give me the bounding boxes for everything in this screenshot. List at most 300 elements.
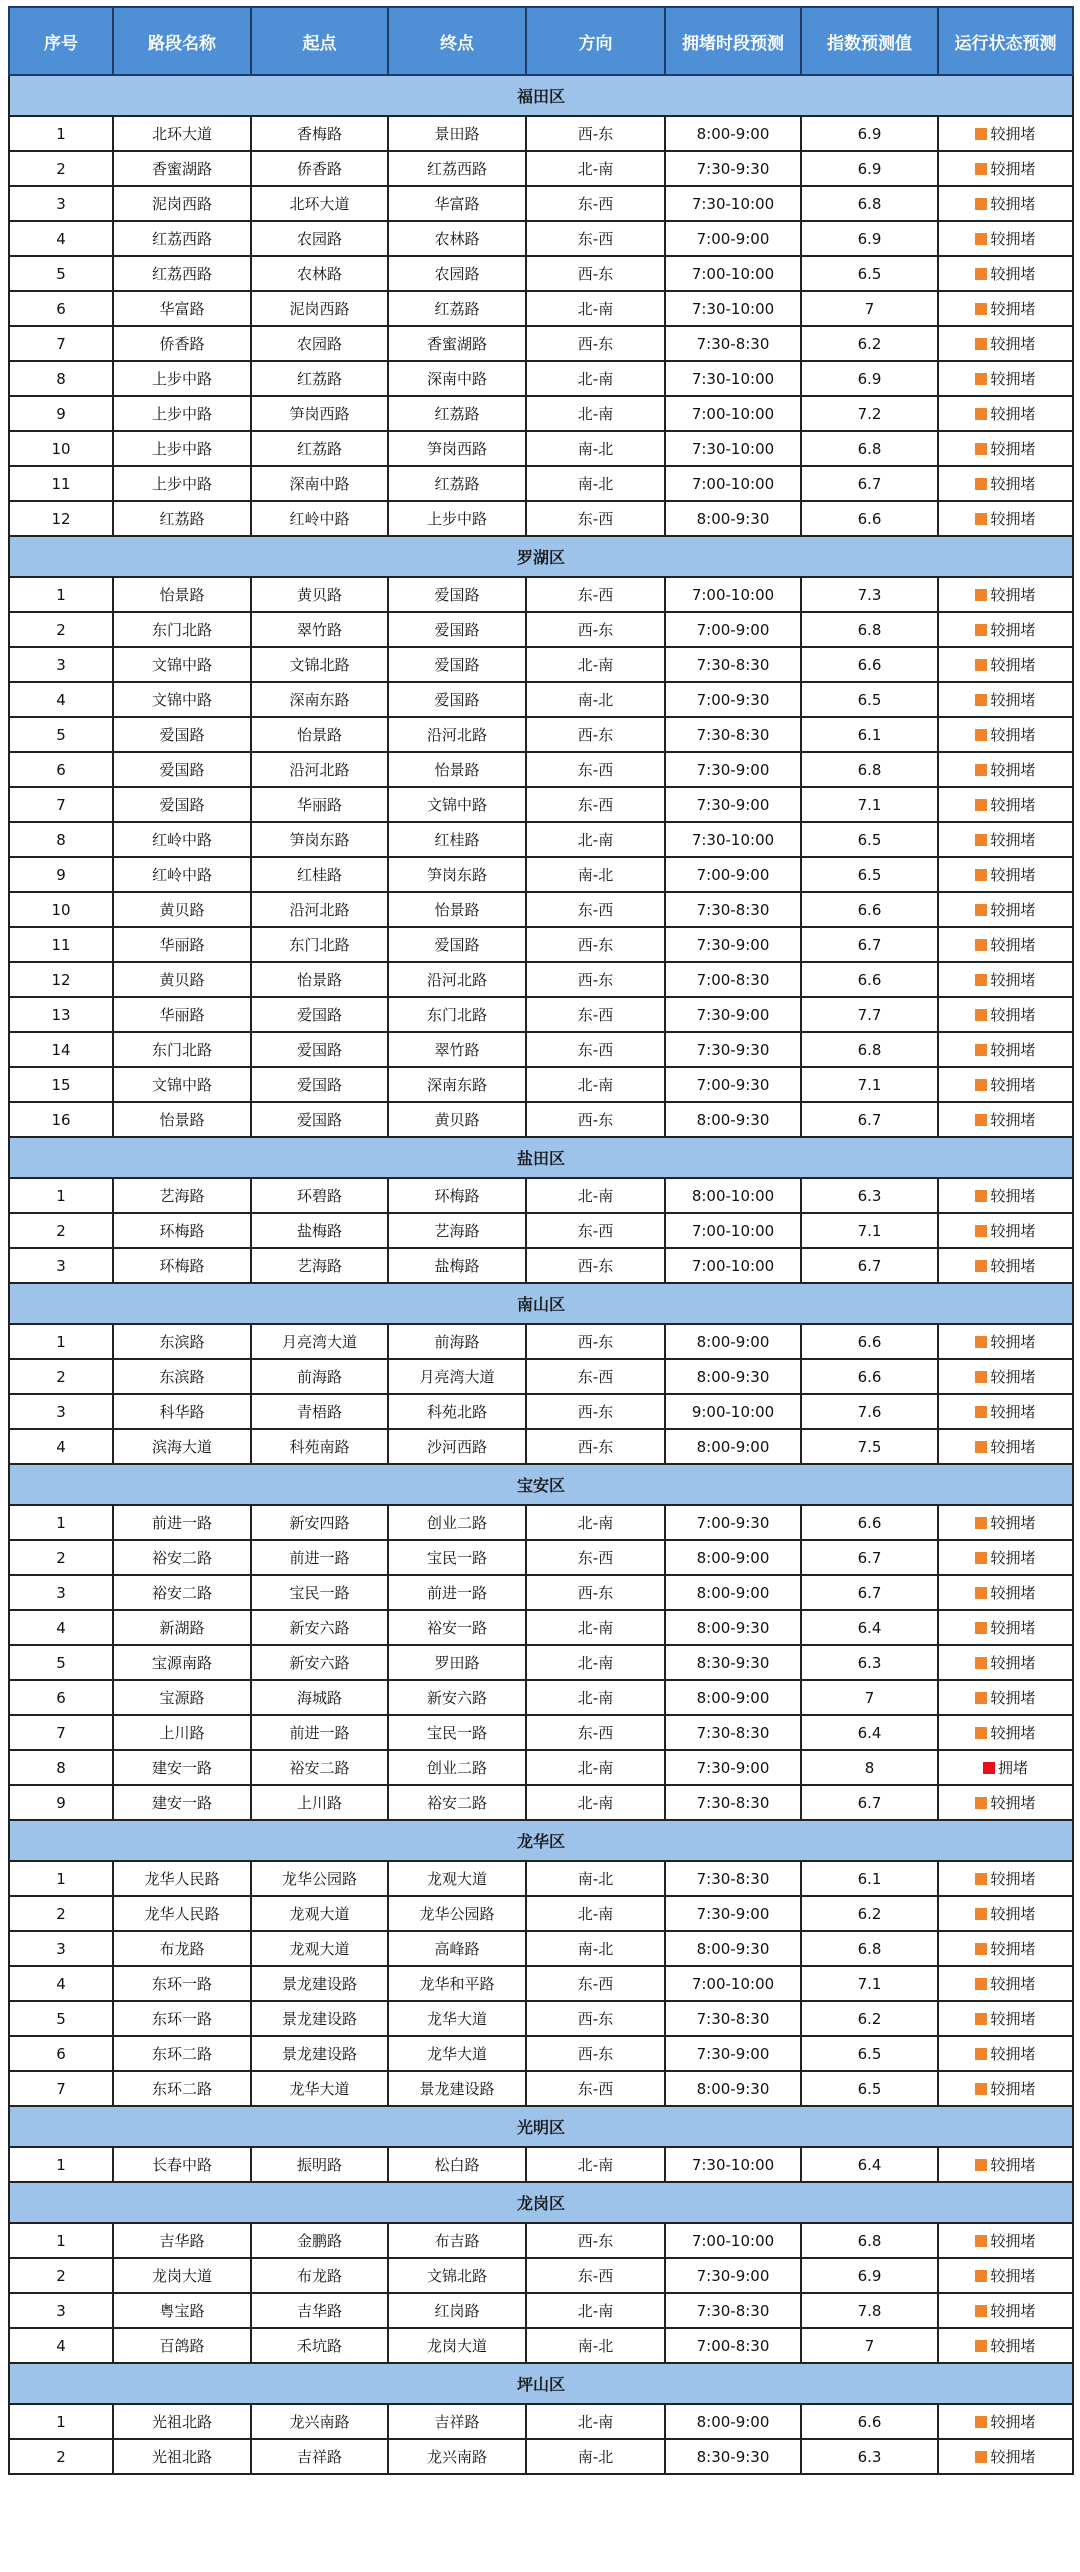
- period-cell: 7:00-10:00: [665, 2223, 801, 2258]
- direction-cell: 西-东: [526, 1102, 665, 1137]
- road-name-cell: 红荔西路: [113, 221, 251, 256]
- status-label: 较拥堵: [990, 2080, 1036, 2098]
- district-header-row: [9, 2106, 1073, 2147]
- status-badge: [975, 473, 1035, 494]
- status-cell: [938, 577, 1073, 612]
- end-point-cell: 沿河北路: [388, 717, 526, 752]
- status-badge: [975, 969, 1035, 990]
- table-row: [9, 1324, 1073, 1359]
- end-point-cell: 怡景路: [388, 892, 526, 927]
- status-badge: [975, 899, 1035, 920]
- status-square-icon: [975, 2340, 987, 2352]
- road-name-cell: 东滨路: [113, 1359, 251, 1394]
- road-name-cell: 光祖北路: [113, 2404, 251, 2439]
- table-row: [9, 682, 1073, 717]
- road-name-cell: 怡景路: [113, 1102, 251, 1137]
- status-square-icon: [975, 1044, 987, 1056]
- status-square-icon: [975, 2305, 987, 2317]
- end-point-cell: 艺海路: [388, 1213, 526, 1248]
- index-cell: 10: [9, 431, 113, 466]
- table-row: [9, 2036, 1073, 2071]
- status-label: 较拥堵: [990, 440, 1036, 458]
- period-cell: 7:00-9:30: [665, 1505, 801, 1540]
- status-square-icon: [975, 2270, 987, 2282]
- index-value-cell: 6.8: [801, 2223, 938, 2258]
- index-value-cell: 6.4: [801, 1715, 938, 1750]
- end-point-cell: 华富路: [388, 186, 526, 221]
- header-row: [9, 7, 1073, 75]
- direction-cell: 东-西: [526, 221, 665, 256]
- period-cell: 7:30-10:00: [665, 186, 801, 221]
- status-square-icon: [975, 2083, 987, 2095]
- status-label: 较拥堵: [990, 2337, 1036, 2355]
- status-square-icon: [975, 1943, 987, 1955]
- direction-cell: 北-南: [526, 1785, 665, 1820]
- table-row: [9, 501, 1073, 536]
- table-row: [9, 647, 1073, 682]
- direction-cell: 北-南: [526, 2147, 665, 2182]
- start-point-cell: 爱国路: [251, 1032, 388, 1067]
- status-badge: [975, 298, 1035, 319]
- status-square-icon: [975, 338, 987, 350]
- status-square-icon: [975, 2013, 987, 2025]
- start-point-cell: 海城路: [251, 1680, 388, 1715]
- status-square-icon: [975, 1657, 987, 1669]
- start-point-cell: 前进一路: [251, 1540, 388, 1575]
- start-point-cell: 振明路: [251, 2147, 388, 2182]
- table-row: [9, 1213, 1073, 1248]
- status-cell: [938, 1067, 1073, 1102]
- road-name-cell: 东环二路: [113, 2071, 251, 2106]
- status-cell: [938, 1715, 1073, 1750]
- status-cell: [938, 1324, 1073, 1359]
- table-row: [9, 1715, 1073, 1750]
- status-badge: [975, 2300, 1035, 2321]
- status-label: 较拥堵: [990, 1222, 1036, 1240]
- index-cell: 2: [9, 1213, 113, 1248]
- index-cell: 6: [9, 1680, 113, 1715]
- index-cell: 1: [9, 2404, 113, 2439]
- period-cell: 7:00-8:30: [665, 962, 801, 997]
- status-cell: [938, 1750, 1073, 1785]
- district-header-row: [9, 75, 1073, 116]
- start-point-cell: 农林路: [251, 256, 388, 291]
- table-row: [9, 151, 1073, 186]
- status-label: 较拥堵: [990, 2156, 1036, 2174]
- index-cell: 5: [9, 1645, 113, 1680]
- status-label: 较拥堵: [990, 2267, 1036, 2285]
- status-cell: [938, 396, 1073, 431]
- end-point-cell: 红荔路: [388, 466, 526, 501]
- period-cell: 7:00-10:00: [665, 577, 801, 612]
- status-cell: [938, 361, 1073, 396]
- index-value-cell: 6.7: [801, 927, 938, 962]
- period-cell: 7:30-8:30: [665, 326, 801, 361]
- road-name-cell: 红岭中路: [113, 822, 251, 857]
- status-label: 较拥堵: [990, 1654, 1036, 1672]
- status-cell: [938, 1931, 1073, 1966]
- table-row: [9, 1680, 1073, 1715]
- index-value-cell: 6.6: [801, 1359, 938, 1394]
- period-cell: 7:30-9:30: [665, 1032, 801, 1067]
- end-point-cell: 东门北路: [388, 997, 526, 1032]
- period-cell: 7:30-8:30: [665, 1715, 801, 1750]
- status-cell: [938, 1785, 1073, 1820]
- start-point-cell: 上川路: [251, 1785, 388, 1820]
- status-square-icon: [975, 1225, 987, 1237]
- table-row: [9, 962, 1073, 997]
- start-point-cell: 新安六路: [251, 1610, 388, 1645]
- status-label: 较拥堵: [990, 936, 1036, 954]
- status-badge: [975, 1004, 1035, 1025]
- end-point-cell: 裕安一路: [388, 1610, 526, 1645]
- status-label: 较拥堵: [990, 1619, 1036, 1637]
- end-point-cell: 龙兴南路: [388, 2439, 526, 2474]
- status-badge: [975, 1220, 1035, 1241]
- start-point-cell: 禾坑路: [251, 2328, 388, 2363]
- status-label: 较拥堵: [990, 2045, 1036, 2063]
- status-cell: [938, 717, 1073, 752]
- period-cell: 8:00-9:00: [665, 1324, 801, 1359]
- index-value-cell: 7.3: [801, 577, 938, 612]
- period-cell: 8:00-9:00: [665, 1540, 801, 1575]
- status-label: 较拥堵: [990, 1187, 1036, 1205]
- status-badge: [975, 1401, 1035, 1422]
- status-square-icon: [975, 869, 987, 881]
- district-header-row: [9, 2182, 1073, 2223]
- period-cell: 9:00-10:00: [665, 1394, 801, 1429]
- period-cell: 7:00-10:00: [665, 256, 801, 291]
- index-value-cell: 6.2: [801, 2001, 938, 2036]
- index-value-cell: 6.6: [801, 892, 938, 927]
- status-label: 较拥堵: [990, 656, 1036, 674]
- index-value-cell: 7: [801, 2328, 938, 2363]
- start-point-cell: 沿河北路: [251, 752, 388, 787]
- end-point-cell: 新安六路: [388, 1680, 526, 1715]
- status-badge: [975, 438, 1035, 459]
- period-cell: 7:30-10:00: [665, 361, 801, 396]
- status-cell: [938, 2258, 1073, 2293]
- start-point-cell: 农园路: [251, 326, 388, 361]
- end-point-cell: 红桂路: [388, 822, 526, 857]
- table-row: [9, 256, 1073, 291]
- index-value-cell: 7.1: [801, 1067, 938, 1102]
- period-cell: 8:00-9:30: [665, 2071, 801, 2106]
- table-row: [9, 1032, 1073, 1067]
- direction-cell: 北-南: [526, 1067, 665, 1102]
- district-header-row: [9, 1820, 1073, 1861]
- direction-cell: 东-西: [526, 892, 665, 927]
- end-point-cell: 龙华和平路: [388, 1966, 526, 2001]
- table-row: [9, 577, 1073, 612]
- direction-cell: 北-南: [526, 647, 665, 682]
- road-name-cell: 东环一路: [113, 2001, 251, 2036]
- status-cell: [938, 822, 1073, 857]
- status-badge: [975, 2154, 1035, 2175]
- end-point-cell: 深南中路: [388, 361, 526, 396]
- end-point-cell: 罗田路: [388, 1645, 526, 1680]
- index-value-cell: 6.7: [801, 1785, 938, 1820]
- end-point-cell: 宝民一路: [388, 1715, 526, 1750]
- start-point-cell: 前进一路: [251, 1715, 388, 1750]
- end-point-cell: 月亮湾大道: [388, 1359, 526, 1394]
- status-cell: [938, 2071, 1073, 2106]
- end-point-cell: 文锦北路: [388, 2258, 526, 2293]
- direction-cell: 西-东: [526, 326, 665, 361]
- road-name-cell: 红岭中路: [113, 857, 251, 892]
- index-value-cell: 6.8: [801, 431, 938, 466]
- index-cell: 2: [9, 2439, 113, 2474]
- period-cell: 7:30-10:00: [665, 431, 801, 466]
- table-row: [9, 291, 1073, 326]
- road-name-cell: 东门北路: [113, 1032, 251, 1067]
- index-value-cell: 7.1: [801, 1213, 938, 1248]
- index-cell: 9: [9, 857, 113, 892]
- end-point-cell: 翠竹路: [388, 1032, 526, 1067]
- status-cell: [938, 1213, 1073, 1248]
- index-value-cell: 6.8: [801, 752, 938, 787]
- index-cell: 4: [9, 221, 113, 256]
- table-row: [9, 2293, 1073, 2328]
- status-badge: [975, 1039, 1035, 1060]
- index-value-cell: 6.8: [801, 1032, 938, 1067]
- start-point-cell: 艺海路: [251, 1248, 388, 1283]
- end-point-cell: 龙华大道: [388, 2001, 526, 2036]
- start-point-cell: 笋岗东路: [251, 822, 388, 857]
- start-point-cell: 北环大道: [251, 186, 388, 221]
- status-cell: [938, 1896, 1073, 1931]
- header-end-point: 终点: [388, 7, 526, 75]
- index-value-cell: 6.3: [801, 2439, 938, 2474]
- table-row: [9, 2258, 1073, 2293]
- table-row: [9, 431, 1073, 466]
- road-name-cell: 爱国路: [113, 752, 251, 787]
- status-label: 较拥堵: [990, 1006, 1036, 1024]
- status-square-icon: [975, 2048, 987, 2060]
- direction-cell: 东-西: [526, 1213, 665, 1248]
- direction-cell: 北-南: [526, 1645, 665, 1680]
- end-point-cell: 爱国路: [388, 612, 526, 647]
- status-square-icon: [975, 443, 987, 455]
- period-cell: 7:30-9:00: [665, 787, 801, 822]
- table-row: [9, 1248, 1073, 1283]
- direction-cell: 西-东: [526, 717, 665, 752]
- status-square-icon: [975, 268, 987, 280]
- status-square-icon: [975, 1692, 987, 1704]
- start-point-cell: 新安六路: [251, 1645, 388, 1680]
- index-cell: 7: [9, 1715, 113, 1750]
- status-label: 较拥堵: [990, 1975, 1036, 1993]
- table-row: [9, 2001, 1073, 2036]
- start-point-cell: 景龙建设路: [251, 2001, 388, 2036]
- road-name-cell: 黄贝路: [113, 892, 251, 927]
- start-point-cell: 宝民一路: [251, 1575, 388, 1610]
- status-badge: [975, 1074, 1035, 1095]
- status-square-icon: [975, 1009, 987, 1021]
- status-square-icon: [975, 373, 987, 385]
- status-square-icon: [975, 659, 987, 671]
- end-point-cell: 创业二路: [388, 1505, 526, 1540]
- status-label: 较拥堵: [990, 1724, 1036, 1742]
- status-cell: [938, 1359, 1073, 1394]
- index-value-cell: 6.6: [801, 1324, 938, 1359]
- end-point-cell: 科苑北路: [388, 1394, 526, 1429]
- period-cell: 8:30-9:30: [665, 1645, 801, 1680]
- period-cell: 7:30-8:30: [665, 717, 801, 752]
- status-cell: [938, 116, 1073, 151]
- table-row: [9, 396, 1073, 431]
- road-name-cell: 上步中路: [113, 466, 251, 501]
- index-cell: 3: [9, 1931, 113, 1966]
- status-label: 较拥堵: [990, 1905, 1036, 1923]
- status-cell: [938, 2036, 1073, 2071]
- status-cell: [938, 2223, 1073, 2258]
- period-cell: 7:30-8:30: [665, 1785, 801, 1820]
- status-label: 较拥堵: [990, 370, 1036, 388]
- end-point-cell: 农园路: [388, 256, 526, 291]
- direction-cell: 南-北: [526, 857, 665, 892]
- index-cell: 6: [9, 752, 113, 787]
- status-badge: [975, 333, 1035, 354]
- road-name-cell: 建安一路: [113, 1785, 251, 1820]
- district-name: 罗湖区: [9, 536, 1073, 577]
- index-cell: 12: [9, 501, 113, 536]
- index-value-cell: 6.7: [801, 466, 938, 501]
- road-name-cell: 滨海大道: [113, 1429, 251, 1464]
- index-value-cell: 6.6: [801, 647, 938, 682]
- period-cell: 7:00-10:00: [665, 466, 801, 501]
- direction-cell: 北-南: [526, 1680, 665, 1715]
- status-square-icon: [975, 2451, 987, 2463]
- status-label: 较拥堵: [990, 1041, 1036, 1059]
- status-square-icon: [975, 1587, 987, 1599]
- status-square-icon: [975, 834, 987, 846]
- period-cell: 7:00-9:30: [665, 1067, 801, 1102]
- status-square-icon: [975, 939, 987, 951]
- direction-cell: 南-北: [526, 682, 665, 717]
- direction-cell: 东-西: [526, 2071, 665, 2106]
- direction-cell: 北-南: [526, 361, 665, 396]
- status-badge: [975, 654, 1035, 675]
- end-point-cell: 龙华大道: [388, 2036, 526, 2071]
- index-value-cell: 6.5: [801, 682, 938, 717]
- index-cell: 10: [9, 892, 113, 927]
- road-name-cell: 百鸽路: [113, 2328, 251, 2363]
- status-badge: [975, 759, 1035, 780]
- index-cell: 4: [9, 2328, 113, 2363]
- index-cell: 3: [9, 1575, 113, 1610]
- status-label: 较拥堵: [990, 230, 1036, 248]
- road-name-cell: 长春中路: [113, 2147, 251, 2182]
- status-cell: [938, 997, 1073, 1032]
- index-cell: 11: [9, 927, 113, 962]
- direction-cell: 东-西: [526, 1032, 665, 1067]
- status-badge: [975, 2265, 1035, 2286]
- table-row: [9, 1861, 1073, 1896]
- index-cell: 6: [9, 2036, 113, 2071]
- table-body: [9, 75, 1073, 2474]
- period-cell: 8:30-9:30: [665, 2439, 801, 2474]
- district-name: 盐田区: [9, 1137, 1073, 1178]
- period-cell: 7:00-10:00: [665, 1966, 801, 2001]
- status-badge: [975, 1436, 1035, 1457]
- direction-cell: 北-南: [526, 151, 665, 186]
- road-name-cell: 红荔西路: [113, 256, 251, 291]
- status-cell: [938, 466, 1073, 501]
- table-row: [9, 1067, 1073, 1102]
- table-row: [9, 2147, 1073, 2182]
- table-row: [9, 997, 1073, 1032]
- table-row: [9, 1429, 1073, 1464]
- table-row: [9, 2439, 1073, 2474]
- status-square-icon: [975, 1260, 987, 1272]
- start-point-cell: 景龙建设路: [251, 2036, 388, 2071]
- district-name: 光明区: [9, 2106, 1073, 2147]
- status-square-icon: [975, 2416, 987, 2428]
- table-row: [9, 1575, 1073, 1610]
- status-badge: [975, 1938, 1035, 1959]
- status-cell: [938, 752, 1073, 787]
- start-point-cell: 红荔路: [251, 431, 388, 466]
- header-start-point: 起点: [251, 7, 388, 75]
- table-row: [9, 2328, 1073, 2363]
- index-value-cell: 7.8: [801, 2293, 938, 2328]
- direction-cell: 东-西: [526, 1540, 665, 1575]
- road-name-cell: 泥岗西路: [113, 186, 251, 221]
- index-cell: 1: [9, 577, 113, 612]
- end-point-cell: 景龙建设路: [388, 2071, 526, 2106]
- index-cell: 7: [9, 326, 113, 361]
- status-cell: [938, 647, 1073, 682]
- period-cell: 8:00-9:30: [665, 1610, 801, 1645]
- status-square-icon: [975, 1727, 987, 1739]
- index-cell: 3: [9, 647, 113, 682]
- status-cell: [938, 682, 1073, 717]
- table-row: [9, 116, 1073, 151]
- status-square-icon: [975, 1517, 987, 1529]
- period-cell: 7:00-10:00: [665, 1248, 801, 1283]
- road-name-cell: 裕安二路: [113, 1575, 251, 1610]
- road-name-cell: 侨香路: [113, 326, 251, 361]
- status-badge: [975, 1617, 1035, 1638]
- status-badge: [975, 368, 1035, 389]
- index-value-cell: 6.1: [801, 717, 938, 752]
- status-label: 较拥堵: [990, 1549, 1036, 1567]
- start-point-cell: 龙兴南路: [251, 2404, 388, 2439]
- status-badge: [983, 1757, 1028, 1778]
- table-row: [9, 717, 1073, 752]
- status-badge: [975, 123, 1035, 144]
- index-value-cell: 6.9: [801, 2258, 938, 2293]
- end-point-cell: 上步中路: [388, 501, 526, 536]
- start-point-cell: 景龙建设路: [251, 1966, 388, 2001]
- end-point-cell: 吉祥路: [388, 2404, 526, 2439]
- index-value-cell: 8: [801, 1750, 938, 1785]
- end-point-cell: 创业二路: [388, 1750, 526, 1785]
- status-cell: [938, 612, 1073, 647]
- table-row: [9, 361, 1073, 396]
- end-point-cell: 爱国路: [388, 647, 526, 682]
- road-name-cell: 前进一路: [113, 1505, 251, 1540]
- table-row: [9, 2404, 1073, 2439]
- index-cell: 9: [9, 1785, 113, 1820]
- direction-cell: 西-东: [526, 1248, 665, 1283]
- status-cell: [938, 2328, 1073, 2363]
- period-cell: 7:00-9:00: [665, 221, 801, 256]
- direction-cell: 北-南: [526, 1896, 665, 1931]
- status-cell: [938, 1032, 1073, 1067]
- index-value-cell: 7: [801, 1680, 938, 1715]
